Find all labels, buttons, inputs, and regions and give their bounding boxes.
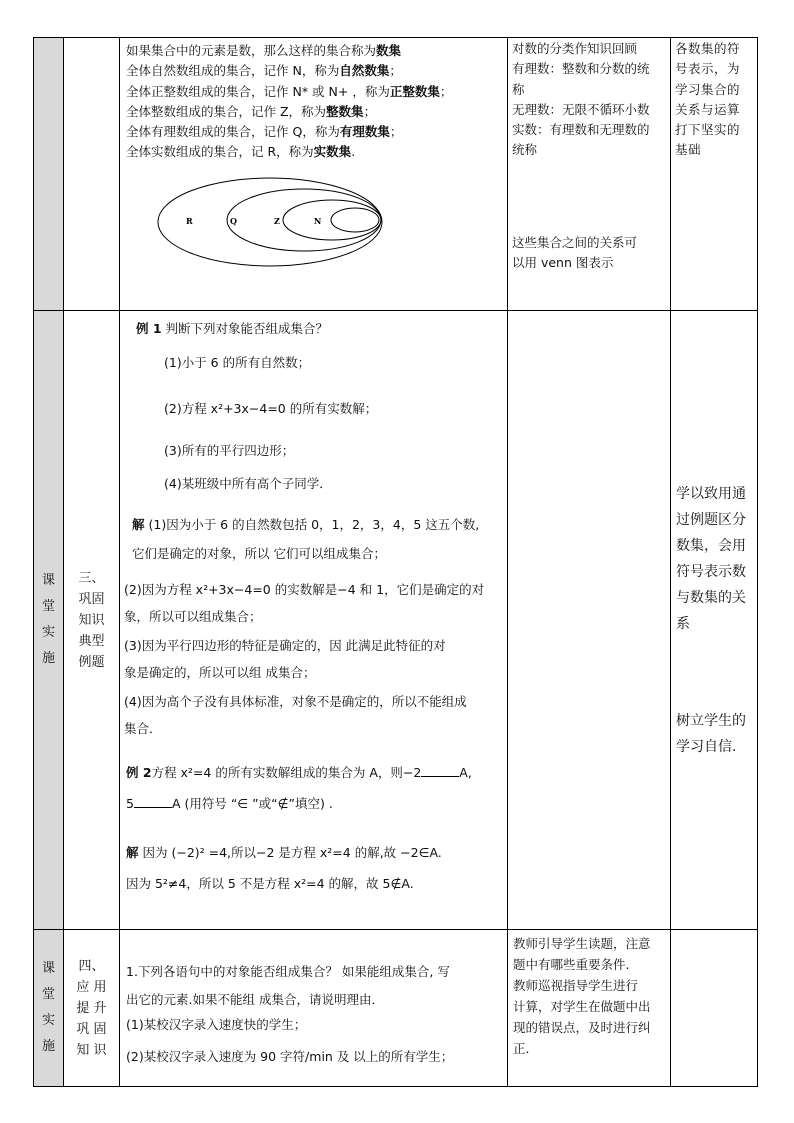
section-title: 巩固 <box>78 591 105 607</box>
purpose-line: 数集，会用 <box>676 538 746 554</box>
solution-line: 集合． <box>124 721 162 736</box>
note-cell <box>508 930 671 1087</box>
solution-line: (4)因为高个子没有具体标准，对象不是确定的，所以不能组成 <box>124 694 467 709</box>
section-cell <box>64 311 120 930</box>
note-cell <box>508 311 671 930</box>
content-cell <box>120 38 508 311</box>
venn-label-q: Q <box>230 215 237 226</box>
section-title: 典型 <box>78 633 105 649</box>
venn-diagram <box>120 163 507 283</box>
teacher-note-line: 正. <box>513 1041 530 1056</box>
section-title: 巩 固 <box>76 1021 107 1037</box>
exercise-line: (2)某校汉字录入速度为 90 字符/min 及 以上的所有学生； <box>126 1049 454 1064</box>
teacher-note-line: 题中有哪些重要条件. <box>513 957 630 972</box>
table-row <box>34 930 758 1087</box>
teacher-note-line: 教师巡视指导学生进行 <box>513 978 639 993</box>
solution-line: 解 (1)因为小于 6 的自然数包括 0，1，2，3，4，5 这五个数, <box>132 517 480 532</box>
example-2-line: 5 A (用符号 “∈ ”或“∉”填空) . <box>126 796 333 811</box>
solution-line: (2)因为方程 x²+3x−4=0 的实数解是−4 和 1，它们是确定的对 <box>124 582 485 597</box>
stage-char: 施 <box>41 1039 55 1054</box>
lesson-plan-table <box>33 37 758 1087</box>
purpose-line: 过例题区分 <box>676 512 746 528</box>
note-line: 这些集合之间的关系可 <box>512 234 638 250</box>
purpose-line: 学以致用通 <box>676 486 746 502</box>
example-1-title: 例 1 判断下列对象能否组成集合？ <box>136 321 329 336</box>
venn-label-z: Z <box>274 215 280 226</box>
question-item: (2)方程 x²+3x−4=0 的所有实数解； <box>164 401 378 416</box>
teacher-note-line: 现的错误点，及时进行纠 <box>513 1020 651 1035</box>
table-row <box>34 38 758 311</box>
purpose-line: 符号表示数 <box>676 564 746 580</box>
stage-cell <box>34 38 64 311</box>
purpose-line: 学习自信. <box>676 739 737 755</box>
stage-char: 施 <box>41 651 55 666</box>
text-line: 全体实数组成的集合，记 R，称为实数集. <box>126 144 356 160</box>
section-title: 提 升 <box>76 1000 107 1016</box>
exercise-line: 出它的元素.如果不能组 成集合，请说明理由． <box>126 992 384 1007</box>
note-line: 无理数：无限不循环小数 <box>512 101 650 117</box>
stage-cell <box>34 930 64 1087</box>
answer-blank[interactable] <box>421 764 459 777</box>
answer-blank[interactable] <box>134 795 172 808</box>
text-line: 全体自然数组成的集合，记作 N，称为自然数集； <box>126 63 402 79</box>
teacher-note-line: 教师引导学生读题，注意 <box>513 936 651 951</box>
example-2-line: 例 2方程 x²=4 的所有实数解组成的集合为 A，则−2 A, <box>126 765 472 780</box>
section-title: 知 识 <box>76 1042 107 1058</box>
section-title: 知识 <box>78 612 105 628</box>
section-title: 三、 <box>78 570 105 586</box>
content-cell <box>120 930 508 1087</box>
purpose-cell <box>671 930 758 1087</box>
note-line: 对数的分类作知识回顾 <box>512 41 638 56</box>
section-cell <box>64 38 120 311</box>
question-item: (3)所有的平行四边形； <box>164 443 295 458</box>
section-cell <box>64 930 120 1087</box>
stage-char: 堂 <box>41 599 55 614</box>
solution-line: 象是确定的，所以可以组 成集合； <box>124 665 316 680</box>
text-line: 全体有理数组成的集合，记作 Q，称为有理数集； <box>126 124 403 140</box>
purpose-line: 与数集的关 <box>676 590 746 606</box>
solution-line: 象，所以可以组成集合； <box>124 609 262 624</box>
purpose-line: 学习集合的 <box>675 81 741 97</box>
text-line: 全体正整数组成的集合，记作 N* 或 N+ ，称为正整数集； <box>126 83 453 99</box>
question-item: (4)某班级中所有高个子同学． <box>164 476 332 491</box>
solution-2-line: 解 因为 (−2)² =4,所以−2 是方程 x²=4 的解,故 −2∈A. <box>126 845 442 860</box>
note-line: 有理数：整数和分数的统 <box>512 61 650 77</box>
solution-2-line: 因为 5²≠4，所以 5 不是方程 x²=4 的解，故 5∉A. <box>126 876 414 891</box>
solution-line: (3)因为平行四边形的特征是确定的，因 此满足此特征的对 <box>124 638 446 653</box>
section-title: 例题 <box>78 654 105 670</box>
table-row <box>34 311 758 930</box>
purpose-line: 关系与运算 <box>675 101 741 117</box>
venn-label-n: N <box>314 215 322 226</box>
stage-char: 课 <box>41 573 55 588</box>
purpose-line: 打下坚实的 <box>675 122 741 138</box>
exercise-line: 1.下列各语句中的对象能否组成集合？ 如果能组成集合, 写 <box>126 964 450 979</box>
purpose-line: 号表示，为 <box>675 61 741 77</box>
solution-line: 它们是确定的对象，所以 它们可以组成集合； <box>132 546 386 561</box>
purpose-line: 系 <box>676 616 690 632</box>
purpose-line: 树立学生的 <box>676 713 746 729</box>
note-line: 统称 <box>512 142 538 158</box>
section-title: 应 用 <box>76 979 107 995</box>
note-cell <box>508 38 671 311</box>
note-line: 实数：有理数和无理数的 <box>512 122 650 138</box>
purpose-line: 各数集的符 <box>675 41 741 56</box>
exercise-line: (1)某校汉字录入速度快的学生； <box>126 1017 307 1032</box>
question-item: (1)小于 6 的所有自然数； <box>164 355 311 370</box>
purpose-line: 基础 <box>675 142 702 158</box>
note-line: 以用 venn 图表示 <box>512 255 614 271</box>
content-cell <box>120 311 508 930</box>
note-line: 称 <box>512 81 525 97</box>
text-line: 全体整数组成的集合，记作 Z，称为整数集； <box>126 103 377 119</box>
text-line: 如果集合中的元素是数，那么这样的集合称为数集 <box>126 43 402 58</box>
stage-cell <box>34 311 64 930</box>
purpose-cell <box>671 38 758 311</box>
section-title: 四、 <box>78 958 105 974</box>
venn-label-r: R <box>186 215 193 226</box>
stage-char: 课 <box>41 961 55 976</box>
stage-char: 实 <box>41 625 55 640</box>
stage-char: 实 <box>41 1013 55 1028</box>
purpose-cell <box>671 311 758 930</box>
teacher-note-line: 计算，对学生在做题中出 <box>513 999 651 1014</box>
stage-char: 堂 <box>41 987 55 1002</box>
